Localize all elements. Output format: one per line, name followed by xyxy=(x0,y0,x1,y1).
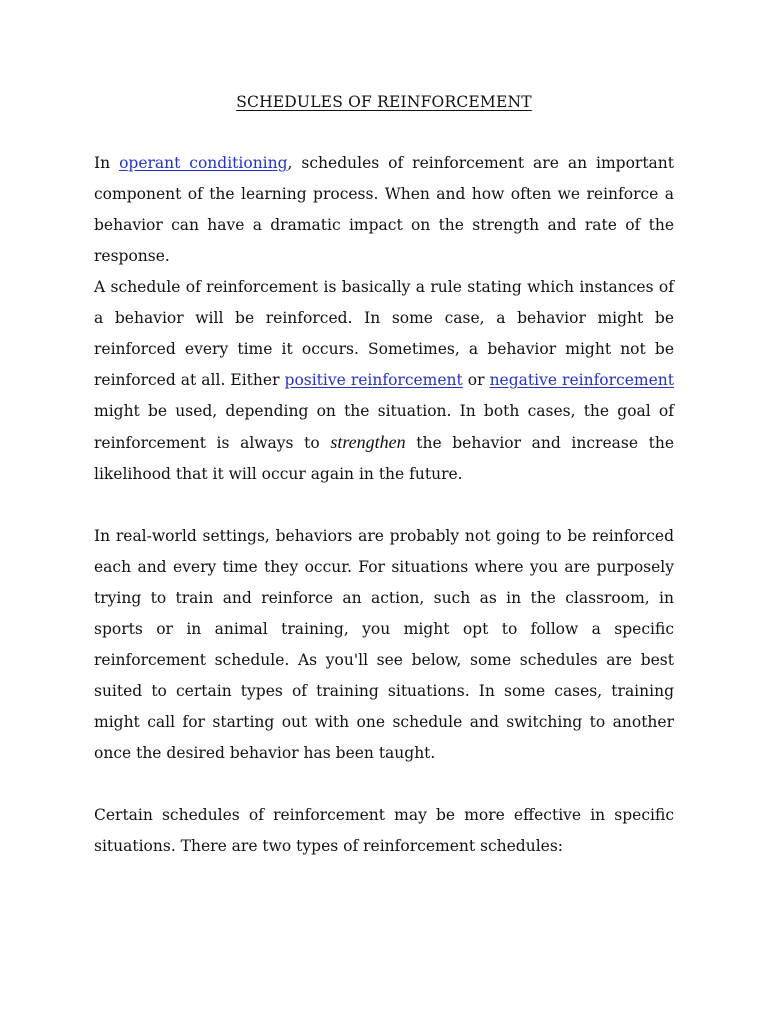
document-title-text: SCHEDULES OF REINFORCEMENT xyxy=(236,93,532,111)
paragraph-types-intro: Certain schedules of reinforcement may be more effective in specific situations. There are two types of reinforcement schedules: xyxy=(94,806,674,855)
operant-conditioning-link[interactable]: operant conditioning xyxy=(119,154,288,172)
negative-reinforcement-link[interactable]: negative reinforcement xyxy=(489,371,674,389)
paragraph-real-world: In real-world settings, behaviors are probably not going to be reinforced each and every time they occur. For situations where you are purposely trying to train and reinforce an action, such as in the classroom, in sports or in animal training, you might opt to follow a specific reinforcement schedule. As you'll see below, some schedules are best suited to certain types of training situations. In some cases, training might call for starting out with one schedule and switching to another once the desired behavior has been taught. xyxy=(94,527,674,762)
paragraph-schedule-definition xyxy=(94,272,674,490)
paragraph-intro xyxy=(94,148,674,272)
paragraph-schedule-text-1: A schedule of reinforcement is basically a rule stating which instances of a behavior will be reinforced. In some case, a behavior might be reinforced every time it occurs. Sometimes, a behavior might not be reinforced at all. Either xyxy=(94,278,674,389)
paragraph-intro-text-1: In xyxy=(94,154,120,172)
positive-reinforcement-link[interactable]: positive reinforcement xyxy=(284,371,463,389)
document-title xyxy=(0,91,768,113)
paragraph-schedule-text-4: the behavior and increase the likelihood that it will occur again in the future. xyxy=(94,434,674,483)
paragraph-intro-text-2: , schedules of reinforcement are an important component of the learning process. When and how often we reinforce a behavior can have a dramatic impact on the strength and rate of the response. xyxy=(94,154,674,265)
paragraph-schedule-text-3: might be used, depending on the situation. In both cases, the goal of reinforcement is always to xyxy=(94,402,674,452)
paragraph-schedule-text-2: or xyxy=(462,371,490,389)
strengthen-emphasis: strengthen xyxy=(330,432,406,452)
document-body xyxy=(94,148,674,862)
